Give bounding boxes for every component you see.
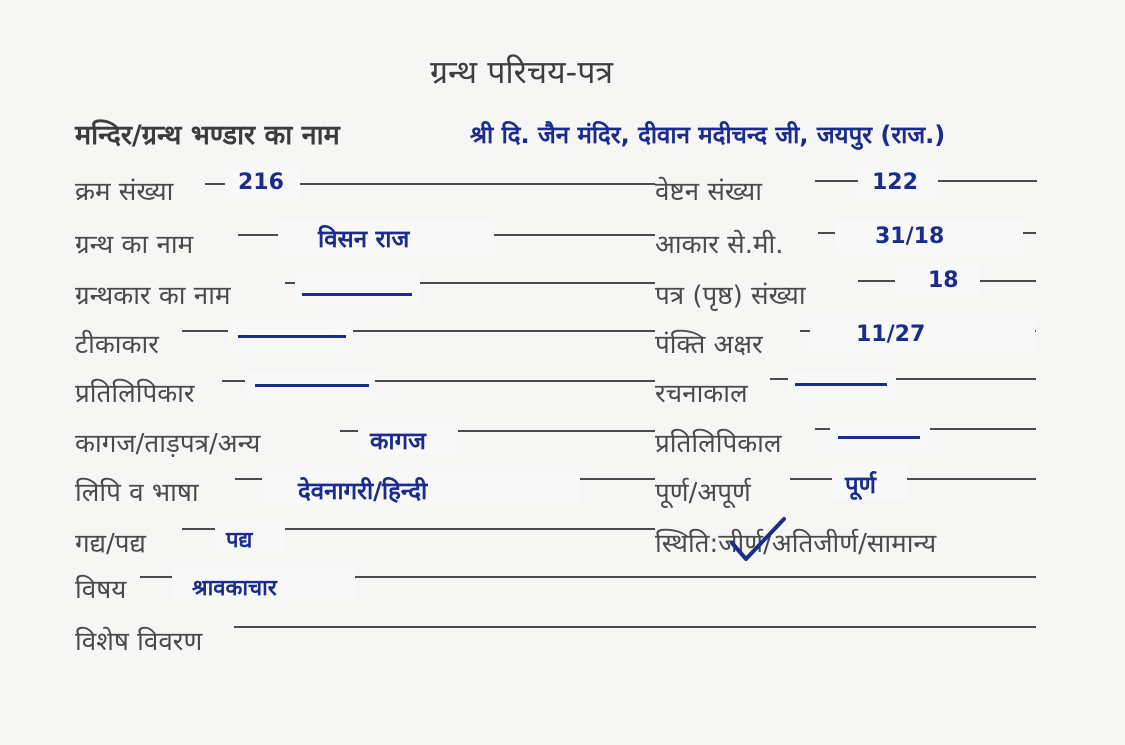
details-label: विशेष विवरण: [75, 627, 203, 657]
complete-label: पूर्ण/अपूर्ण: [655, 478, 751, 508]
serial-value: 216: [238, 170, 284, 195]
book-label: ग्रन्थ का नाम: [75, 230, 194, 260]
details-line: [234, 626, 1036, 628]
check-mark-icon: [728, 515, 788, 563]
subject-value: श्रावकाचार: [192, 576, 277, 601]
author-label: ग्रन्थकार का नाम: [75, 281, 231, 311]
line-letters-label: पंक्ति अक्षर: [655, 330, 763, 360]
script-label: लिपि व भाषा: [75, 478, 199, 508]
size-value: 31/18: [875, 224, 945, 249]
page-title: ग्रन्थ परिचय-पत्र: [430, 53, 614, 91]
composition-label: रचनाकाल: [655, 379, 748, 409]
temple-label: मन्दिर/ग्रन्थ भण्डार का नाम: [75, 120, 340, 151]
copy-period-label: प्रतिलिपिकाल: [655, 429, 782, 459]
pages-label: पत्र (पृष्ठ) संख्या: [655, 281, 806, 311]
condition-label: स्थिति:जीर्ण/अतिजीर्ण/सामान्य: [655, 529, 937, 559]
wrap-label: वेष्टन संख्या: [655, 177, 762, 207]
line-letters-value: 11/27: [856, 322, 926, 347]
material-label: कागज/ताड़पत्र/अन्य: [75, 429, 261, 459]
prose-value: पद्य: [226, 528, 253, 553]
prose-label: गद्य/पद्य: [75, 529, 146, 559]
complete-value: पूर्ण: [845, 471, 876, 499]
pages-value: 18: [928, 268, 959, 293]
subject-label: विषय: [75, 575, 127, 605]
scribe-empty-dash: [255, 384, 369, 387]
size-label: आकार से.मी.: [655, 230, 784, 260]
complete-line: [790, 478, 1036, 480]
author-patch: [295, 272, 420, 304]
script-value: देवनागरी/हिन्दी: [298, 477, 428, 505]
commentator-label: टीकाकार: [75, 330, 159, 360]
author-empty-dash: [302, 293, 412, 296]
commentator-empty-dash: [238, 335, 346, 338]
serial-label: क्रम संख्या: [75, 177, 174, 207]
wrap-value: 122: [872, 170, 918, 195]
composition-empty-dash: [795, 383, 887, 386]
material-value: कागज: [370, 427, 426, 455]
temple-value: श्री दि. जैन मंदिर, दीवान मदीचन्द जी, जयपुर (राज.): [470, 121, 946, 149]
copy-period-empty-dash: [838, 436, 920, 439]
book-value: विसन राज: [318, 225, 410, 253]
scribe-label: प्रतिलिपिकार: [75, 379, 195, 409]
